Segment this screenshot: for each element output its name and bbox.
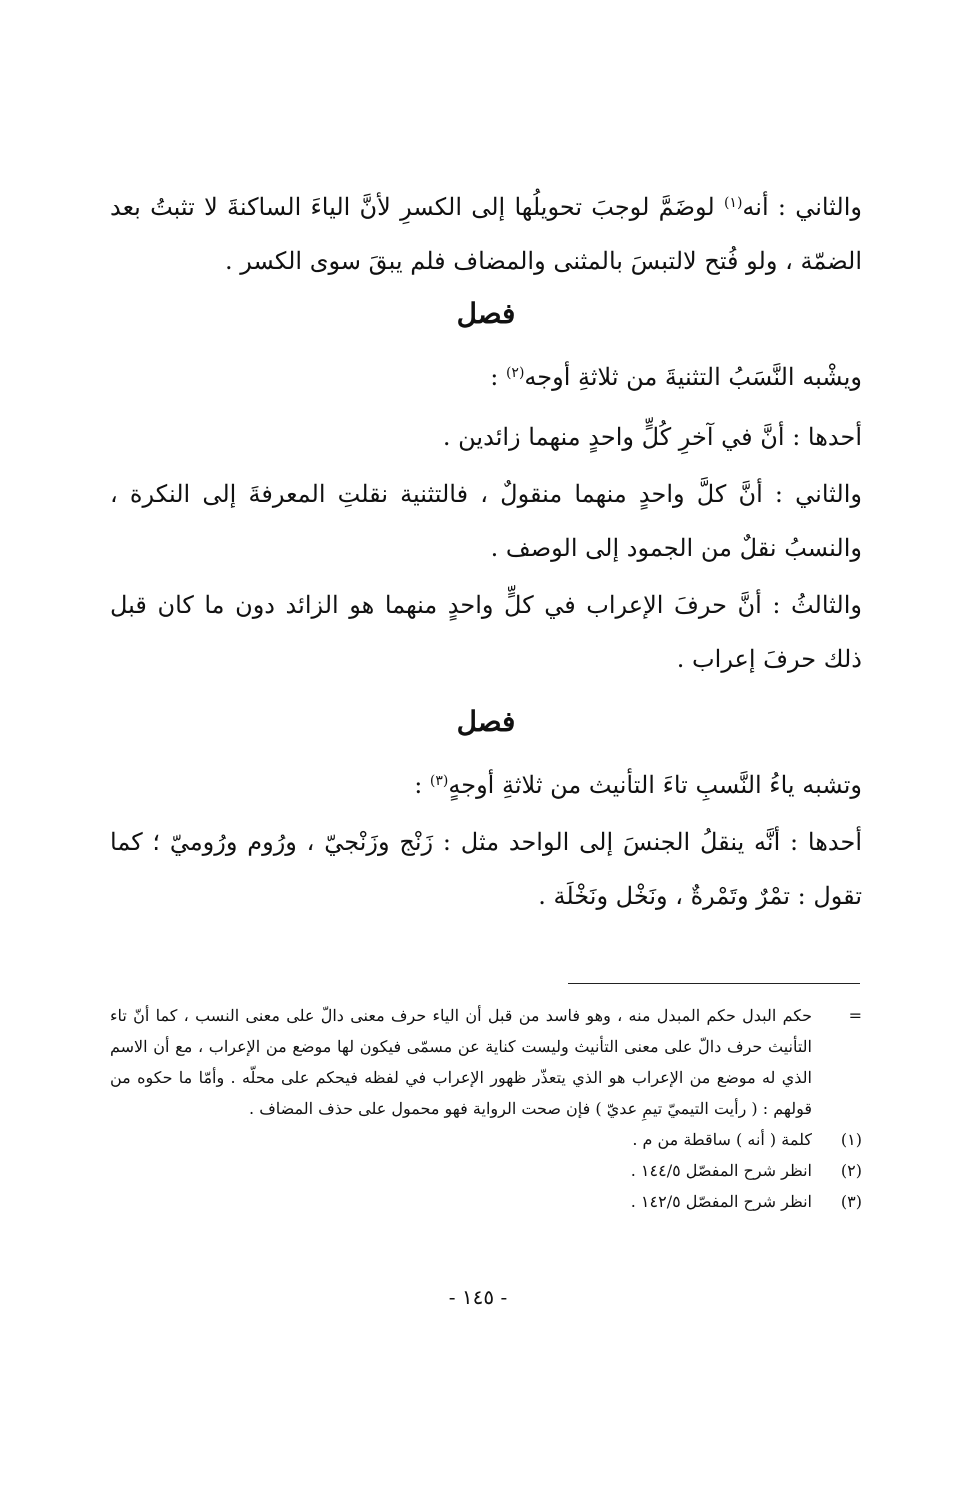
- paragraph-text: أحدها : أنَّ في آخرِ كُلٍّ واحدٍ منهما زائدين .: [442, 423, 862, 451]
- footnote-continuation: [110, 1000, 862, 1124]
- paragraph-text-start: ويشْبه النَّسَبُ التثنيةَ من ثلاثةِ أوجه: [524, 363, 862, 391]
- footnote-text: حكم البدل حكم المبدل منه ، وهو فاسد من قبل أن الياء حرف معنى دالّ على معنى النسب ، كما أنّ تاء التأنيث حرف دالّ على معنى التأنيث وليست كناية عن مسمّى فيكون لها موضع من الإعراب ، مع أن الاسم الذي له موضع من الإعراب هو الذي يتعذّر ظهور الإعراب في لفظه فيحكم على محلّه . وأمّا ما حكوه من قولهم : ( رأيت التيميّ تيمِ عديّ ) فإن صحت الرواية فهو محمول على حذف المضاف .: [110, 1006, 812, 1118]
- page-number: - ١٤٥ -: [448, 1285, 508, 1309]
- section-heading-2: فصل: [456, 705, 516, 738]
- footnote-text: انظر شرح المفصّل ١٤٢/٥ .: [630, 1192, 812, 1211]
- footnote-marker: (٣): [840, 1192, 862, 1211]
- footnotes-block: [110, 1000, 862, 1217]
- paragraph-second-reason: [110, 180, 862, 288]
- footnote-marker: (٢): [840, 1161, 862, 1180]
- footnote-marker: (١): [840, 1130, 862, 1149]
- paragraph-first-aspect: [110, 410, 862, 464]
- paragraph-third-aspect: [110, 578, 862, 686]
- paragraph-text: [110, 350, 862, 404]
- footnote-ref-2: (٢): [505, 365, 525, 381]
- footnote-ref-1: (١): [723, 195, 743, 211]
- footnote-separator: [568, 983, 860, 984]
- paragraph-text: والثالثُ : أنَّ حرفَ الإعراب في كلٍّ واحدٍ منهما هو الزائد دون ما كان قبل ذلك حرفَ إعراب .: [110, 591, 862, 673]
- footnote-1: [110, 1124, 862, 1155]
- paragraph-text-end: :: [490, 363, 506, 391]
- footnote-text: انظر شرح المفصّل ١٤٤/٥ .: [630, 1161, 812, 1180]
- paragraph-text-end: لوضَمَّ لوجبَ تحويلُها إلى الكسرِ لأنَّ الياءَ الساكنةَ لا تثبتُ بعد الضمّة ، ولو فُتح لالتبسَ بالمثنى والمضاف فلم يبقَ سوى الكسر .: [110, 193, 862, 275]
- paragraph-text-start: والثاني : أنه: [742, 193, 862, 221]
- paragraph-text-start: وتشبه ياءُ النَّسبِ تاءَ التأنيث من ثلاثةِ أوجهٍ: [448, 771, 862, 799]
- footnote-text: كلمة ( أنه ) ساقطة من م .: [632, 1130, 812, 1149]
- paragraph-text-end: :: [414, 771, 430, 799]
- paragraph-text: [110, 758, 862, 812]
- paragraph-second-aspect: [110, 467, 862, 575]
- paragraph-nisba-dual-intro: [110, 350, 862, 404]
- paragraph-text: [110, 180, 862, 288]
- section-heading-1: فصل: [456, 297, 516, 330]
- paragraph-text: أحدها : أنَّه ينقلُ الجنسَ إلى الواحد مثل : زَنْج وزَنْجيّ ، ورُوم ورُوميّ ؛ كما تقول : تمْرٌ وتَمْرةٌ ، ونَخْل ونَخْلَة .: [110, 828, 862, 910]
- footnote-3: [110, 1186, 862, 1217]
- paragraph-text: والثاني : أنَّ كلَّ واحدٍ منهما منقولٌ ، فالتثنية نقلتِ المعرفةَ إلى النكرة ، والنسبُ نقلٌ من الجمود إلى الوصف .: [110, 480, 862, 562]
- paragraph-feminine-first-aspect: [110, 815, 862, 923]
- footnote-2: [110, 1155, 862, 1186]
- paragraph-nisba-feminine-intro: [110, 758, 862, 812]
- footnote-ref-3: (٣): [429, 773, 449, 789]
- footnote-marker: =: [848, 1006, 862, 1025]
